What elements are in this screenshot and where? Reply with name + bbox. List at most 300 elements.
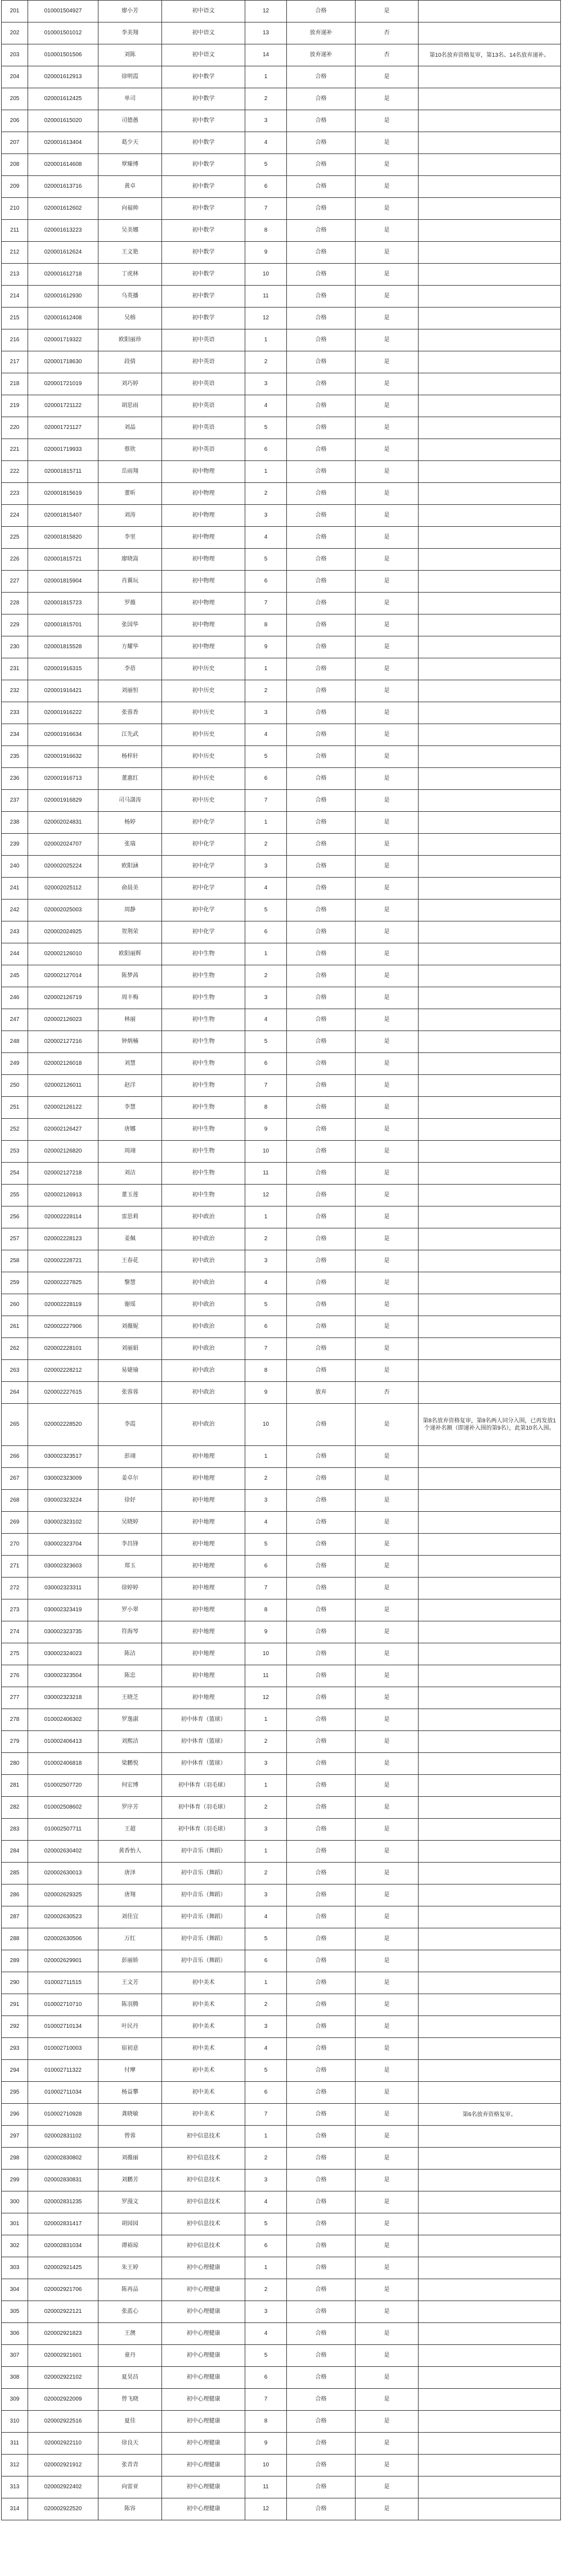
remark-cell <box>419 2191 561 2213</box>
exam-id-cell: 030002323603 <box>28 1556 98 1578</box>
review-result-cell: 合格 <box>287 373 356 395</box>
row-number-cell: 250 <box>2 1075 28 1097</box>
review-result-cell: 合格 <box>287 395 356 417</box>
review-result-cell: 合格 <box>287 2126 356 2148</box>
remark-cell <box>419 943 561 965</box>
position-name-cell: 初中物理 <box>162 461 245 483</box>
row-number-cell: 268 <box>2 1490 28 1512</box>
remark-cell <box>419 1316 561 1338</box>
row-number-cell: 299 <box>2 2170 28 2191</box>
position-name-cell: 初中心理健康 <box>162 2279 245 2301</box>
table-row <box>2 1950 561 1972</box>
entered-flag-cell: 是 <box>356 593 419 614</box>
row-number-cell: 202 <box>2 22 28 44</box>
entered-flag-cell: 是 <box>356 1468 419 1490</box>
rank-cell: 11 <box>245 1665 287 1687</box>
exam-id-cell: 030002323311 <box>28 1578 98 1599</box>
position-name-cell: 初中信息技术 <box>162 2191 245 2213</box>
candidate-name-cell: 徐妤 <box>98 1490 162 1512</box>
table-row <box>2 2082 561 2104</box>
remark-cell <box>419 373 561 395</box>
row-number-cell: 237 <box>2 790 28 812</box>
remark-cell <box>419 2389 561 2411</box>
table-row <box>2 351 561 373</box>
rank-cell: 4 <box>245 1272 287 1294</box>
rank-cell: 1 <box>245 1841 287 1863</box>
row-number-cell: 312 <box>2 2455 28 2476</box>
entered-flag-cell: 是 <box>356 1228 419 1250</box>
review-result-cell: 合格 <box>287 1819 356 1841</box>
candidate-name-cell: 丁虎林 <box>98 264 162 286</box>
position-name-cell: 初中生物 <box>162 987 245 1009</box>
entered-flag-cell: 是 <box>356 658 419 680</box>
table-row <box>2 527 561 549</box>
exam-id-cell: 020001815711 <box>28 461 98 483</box>
review-result-cell: 合格 <box>287 2170 356 2191</box>
exam-id-cell: 020002922110 <box>28 2433 98 2455</box>
position-name-cell: 初中心理健康 <box>162 2257 245 2279</box>
remark-cell <box>419 790 561 812</box>
candidate-name-cell: 廖晓嵩 <box>98 549 162 571</box>
table-row <box>2 2213 561 2235</box>
table-row <box>2 2323 561 2345</box>
remark-cell <box>419 2126 561 2148</box>
review-result-cell: 合格 <box>287 1731 356 1753</box>
position-name-cell: 初中化学 <box>162 900 245 921</box>
row-number-cell: 309 <box>2 2389 28 2411</box>
candidate-name-cell: 吴美娜 <box>98 220 162 242</box>
rank-cell: 1 <box>245 66 287 88</box>
entered-flag-cell: 是 <box>356 1119 419 1141</box>
entered-flag-cell: 是 <box>356 812 419 834</box>
review-result-cell: 合格 <box>287 1075 356 1097</box>
candidate-name-cell: 夏昊昌 <box>98 2367 162 2389</box>
exam-id-cell: 020002921425 <box>28 2257 98 2279</box>
rank-cell: 3 <box>245 987 287 1009</box>
exam-id-cell: 030002323218 <box>28 1687 98 1709</box>
review-result-cell: 合格 <box>287 1009 356 1031</box>
row-number-cell: 248 <box>2 1031 28 1053</box>
row-number-cell: 211 <box>2 220 28 242</box>
rank-cell: 6 <box>245 1053 287 1075</box>
table-row <box>2 965 561 987</box>
exam-id-cell: 020001815820 <box>28 527 98 549</box>
review-result-cell: 合格 <box>287 2345 356 2367</box>
review-result-cell: 合格 <box>287 987 356 1009</box>
table-row <box>2 1512 561 1534</box>
candidate-name-cell: 周静 <box>98 900 162 921</box>
position-name-cell: 初中音乐（舞蹈） <box>162 1906 245 1928</box>
candidate-name-cell: 刘熙洁 <box>98 1731 162 1753</box>
entered-flag-cell: 是 <box>356 2016 419 2038</box>
candidate-name-cell: 郑玉 <box>98 1556 162 1578</box>
review-result-cell: 合格 <box>287 2016 356 2038</box>
row-number-cell: 230 <box>2 636 28 658</box>
table-row <box>2 2170 561 2191</box>
candidate-name-cell: 张青青 <box>98 2455 162 2476</box>
exam-id-cell: 020001615020 <box>28 110 98 132</box>
row-number-cell: 280 <box>2 1753 28 1775</box>
remark-cell <box>419 2301 561 2323</box>
entered-flag-cell: 是 <box>356 2235 419 2257</box>
candidate-name-cell: 刘涛 <box>98 505 162 527</box>
row-number-cell: 273 <box>2 1599 28 1621</box>
remark-cell <box>419 1031 561 1053</box>
table-row <box>2 1294 561 1316</box>
table-row <box>2 1446 561 1468</box>
candidate-name-cell: 陈再品 <box>98 2279 162 2301</box>
rank-cell: 2 <box>245 2148 287 2170</box>
exam-id-cell: 020002227615 <box>28 1382 98 1404</box>
rank-cell: 8 <box>245 614 287 636</box>
candidate-name-cell: 罗漫文 <box>98 2191 162 2213</box>
row-number-cell: 282 <box>2 1797 28 1819</box>
entered-flag-cell: 否 <box>356 22 419 44</box>
position-name-cell: 初中政治 <box>162 1360 245 1382</box>
exam-id-cell: 020002228520 <box>28 1404 98 1446</box>
rank-cell: 2 <box>245 965 287 987</box>
rank-cell: 5 <box>245 746 287 768</box>
table-row <box>2 2060 561 2082</box>
review-result-cell: 合格 <box>287 2191 356 2213</box>
remark-cell <box>419 1360 561 1382</box>
review-result-cell: 合格 <box>287 1446 356 1468</box>
review-result-cell: 合格 <box>287 1994 356 2016</box>
candidate-name-cell: 陈容 <box>98 2498 162 2520</box>
candidate-name-cell: 杨梓轩 <box>98 746 162 768</box>
candidate-name-cell: 单司 <box>98 88 162 110</box>
candidate-name-cell: 王文艳 <box>98 242 162 264</box>
position-name-cell: 初中生物 <box>162 1163 245 1185</box>
position-name-cell: 初中英语 <box>162 329 245 351</box>
row-number-cell: 288 <box>2 1928 28 1950</box>
position-name-cell: 初中化学 <box>162 856 245 878</box>
remark-cell <box>419 351 561 373</box>
review-result-cell: 合格 <box>287 2148 356 2170</box>
entered-flag-cell: 是 <box>356 1884 419 1906</box>
remark-cell <box>419 1863 561 1884</box>
position-name-cell: 初中数学 <box>162 286 245 308</box>
review-result-cell: 合格 <box>287 921 356 943</box>
entered-flag-cell: 是 <box>356 2389 419 2411</box>
exam-id-cell: 020002922102 <box>28 2367 98 2389</box>
row-number-cell: 223 <box>2 483 28 505</box>
exam-id-cell: 020002126010 <box>28 943 98 965</box>
exam-id-cell: 020002127218 <box>28 1163 98 1185</box>
position-name-cell: 初中美术 <box>162 2060 245 2082</box>
table-row <box>2 1097 561 1119</box>
review-result-cell: 合格 <box>287 1338 356 1360</box>
row-number-cell: 203 <box>2 44 28 66</box>
remark-cell <box>419 2498 561 2520</box>
entered-flag-cell: 是 <box>356 264 419 286</box>
review-result-cell: 合格 <box>287 1404 356 1446</box>
remark-cell <box>419 680 561 702</box>
review-result-cell: 合格 <box>287 2038 356 2060</box>
table-row <box>2 2235 561 2257</box>
row-number-cell: 281 <box>2 1775 28 1797</box>
entered-flag-cell: 是 <box>356 768 419 790</box>
review-result-cell: 合格 <box>287 88 356 110</box>
position-name-cell: 初中语文 <box>162 1 245 22</box>
entered-flag-cell: 是 <box>356 2279 419 2301</box>
review-result-cell: 合格 <box>287 2367 356 2389</box>
exam-id-cell: 030002323102 <box>28 1512 98 1534</box>
row-number-cell: 301 <box>2 2213 28 2235</box>
exam-id-cell: 020002228114 <box>28 1206 98 1228</box>
rank-cell: 1 <box>245 1775 287 1797</box>
remark-cell <box>419 1819 561 1841</box>
entered-flag-cell: 是 <box>356 1928 419 1950</box>
exam-id-cell: 010002710710 <box>28 1994 98 2016</box>
table-row <box>2 2345 561 2367</box>
position-name-cell: 初中体育（篮球） <box>162 1709 245 1731</box>
entered-flag-cell: 是 <box>356 132 419 154</box>
position-name-cell: 初中生物 <box>162 1141 245 1163</box>
entered-flag-cell: 是 <box>356 220 419 242</box>
candidate-name-cell: 宿初意 <box>98 2038 162 2060</box>
entered-flag-cell: 是 <box>356 680 419 702</box>
review-result-cell: 合格 <box>287 2389 356 2411</box>
remark-cell <box>419 1119 561 1141</box>
entered-flag-cell: 是 <box>356 2411 419 2433</box>
entered-flag-cell: 是 <box>356 1621 419 1643</box>
review-result-cell: 合格 <box>287 1906 356 1928</box>
table-row <box>2 66 561 88</box>
rank-cell: 3 <box>245 1490 287 1512</box>
rank-cell: 1 <box>245 2126 287 2148</box>
position-name-cell: 初中政治 <box>162 1404 245 1446</box>
position-name-cell: 初中地理 <box>162 1687 245 1709</box>
row-number-cell: 294 <box>2 2060 28 2082</box>
position-name-cell: 初中地理 <box>162 1490 245 1512</box>
candidate-name-cell: 刘陈 <box>98 44 162 66</box>
entered-flag-cell: 是 <box>356 1360 419 1382</box>
table-row <box>2 1753 561 1775</box>
rank-cell: 5 <box>245 154 287 176</box>
remark-cell <box>419 2257 561 2279</box>
table-row <box>2 2257 561 2279</box>
rank-cell: 2 <box>245 1994 287 2016</box>
exam-id-cell: 020001612602 <box>28 198 98 220</box>
row-number-cell: 224 <box>2 505 28 527</box>
review-result-cell: 合格 <box>287 856 356 878</box>
candidate-name-cell: 罗薇 <box>98 593 162 614</box>
exam-id-cell: 010002406818 <box>28 1753 98 1775</box>
review-result-cell: 合格 <box>287 1753 356 1775</box>
row-number-cell: 254 <box>2 1163 28 1185</box>
review-result-cell: 合格 <box>287 1665 356 1687</box>
position-name-cell: 初中心理健康 <box>162 2323 245 2345</box>
candidate-name-cell: 王澳 <box>98 2323 162 2345</box>
rank-cell: 2 <box>245 88 287 110</box>
entered-flag-cell: 是 <box>356 439 419 461</box>
review-result-cell: 合格 <box>287 220 356 242</box>
review-result-cell: 合格 <box>287 965 356 987</box>
entered-flag-cell: 是 <box>356 308 419 329</box>
exam-id-cell: 020002126719 <box>28 987 98 1009</box>
candidate-name-cell: 李慧 <box>98 1097 162 1119</box>
candidate-name-cell: 夏佳 <box>98 2411 162 2433</box>
row-number-cell: 266 <box>2 1446 28 1468</box>
entered-flag-cell: 是 <box>356 1294 419 1316</box>
table-row <box>2 22 561 44</box>
remark-cell <box>419 1250 561 1272</box>
table-row <box>2 1053 561 1075</box>
rank-cell: 2 <box>245 483 287 505</box>
rank-cell: 4 <box>245 395 287 417</box>
table-row <box>2 1687 561 1709</box>
candidate-name-cell: 刘丽恒 <box>98 680 162 702</box>
position-name-cell: 初中数学 <box>162 242 245 264</box>
review-result-cell: 合格 <box>287 329 356 351</box>
entered-flag-cell: 是 <box>356 1906 419 1928</box>
entered-flag-cell: 是 <box>356 1797 419 1819</box>
review-result-cell: 合格 <box>287 66 356 88</box>
rank-cell: 5 <box>245 2345 287 2367</box>
entered-flag-cell: 是 <box>356 66 419 88</box>
entered-flag-cell: 是 <box>356 1075 419 1097</box>
entered-flag-cell: 是 <box>356 2148 419 2170</box>
review-result-cell: 合格 <box>287 2235 356 2257</box>
exam-id-cell: 020002228119 <box>28 1294 98 1316</box>
remark-cell <box>419 614 561 636</box>
review-result-cell: 合格 <box>287 768 356 790</box>
remark-cell <box>419 878 561 900</box>
remark-cell <box>419 1206 561 1228</box>
exam-id-cell: 020002629325 <box>28 1884 98 1906</box>
exam-id-cell: 020002228721 <box>28 1250 98 1272</box>
position-name-cell: 初中英语 <box>162 351 245 373</box>
position-name-cell: 初中英语 <box>162 439 245 461</box>
entered-flag-cell: 是 <box>356 2038 419 2060</box>
review-result-cell: 合格 <box>287 1031 356 1053</box>
remark-cell <box>419 1841 561 1863</box>
candidate-name-cell: 俞晨美 <box>98 878 162 900</box>
position-name-cell: 初中美术 <box>162 2082 245 2104</box>
exam-id-cell: 020002630013 <box>28 1863 98 1884</box>
entered-flag-cell: 是 <box>356 1950 419 1972</box>
rank-cell: 3 <box>245 373 287 395</box>
exam-id-cell: 020002126023 <box>28 1009 98 1031</box>
table-row <box>2 2498 561 2520</box>
position-name-cell: 初中物理 <box>162 483 245 505</box>
row-number-cell: 256 <box>2 1206 28 1228</box>
candidate-name-cell: 段倩 <box>98 351 162 373</box>
table-row <box>2 439 561 461</box>
exam-id-cell: 020001916829 <box>28 790 98 812</box>
candidate-name-cell: 周翊 <box>98 1141 162 1163</box>
position-name-cell: 初中数学 <box>162 88 245 110</box>
position-name-cell: 初中数学 <box>162 308 245 329</box>
position-name-cell: 初中信息技术 <box>162 2126 245 2148</box>
exam-id-cell: 030002323735 <box>28 1621 98 1643</box>
table-row <box>2 132 561 154</box>
rank-cell: 4 <box>245 1512 287 1534</box>
row-number-cell: 267 <box>2 1468 28 1490</box>
rank-cell: 11 <box>245 286 287 308</box>
entered-flag-cell: 是 <box>356 176 419 198</box>
candidate-name-cell: 黄卓 <box>98 176 162 198</box>
rank-cell: 5 <box>245 2060 287 2082</box>
remark-cell: 第8名放弃资格复审，第8名两人同分入围，已再发放1个递补名额（即递补入围的第9名），此第10名入围。 <box>419 1404 561 1446</box>
row-number-cell: 302 <box>2 2235 28 2257</box>
entered-flag-cell: 是 <box>356 965 419 987</box>
row-number-cell: 263 <box>2 1360 28 1382</box>
remark-cell <box>419 1468 561 1490</box>
row-number-cell: 296 <box>2 2104 28 2126</box>
position-name-cell: 初中历史 <box>162 724 245 746</box>
entered-flag-cell: 是 <box>356 724 419 746</box>
review-result-cell: 合格 <box>287 439 356 461</box>
position-name-cell: 初中化学 <box>162 834 245 856</box>
remark-cell <box>419 1 561 22</box>
table-row <box>2 636 561 658</box>
entered-flag-cell: 是 <box>356 856 419 878</box>
remark-cell <box>419 176 561 198</box>
entered-flag-cell: 是 <box>356 2367 419 2389</box>
exam-id-cell: 020002126122 <box>28 1097 98 1119</box>
remark-cell <box>419 1753 561 1775</box>
candidate-name-cell: 朱王婷 <box>98 2257 162 2279</box>
rank-cell: 4 <box>245 878 287 900</box>
rank-cell: 5 <box>245 2213 287 2235</box>
review-result-cell: 合格 <box>287 483 356 505</box>
candidate-name-cell: 彭翊 <box>98 1446 162 1468</box>
remark-cell <box>419 1950 561 1972</box>
exam-id-cell: 020002831235 <box>28 2191 98 2213</box>
row-number-cell: 226 <box>2 549 28 571</box>
rank-cell: 3 <box>245 1250 287 1272</box>
exam-id-cell: 010002508602 <box>28 1797 98 1819</box>
row-number-cell: 274 <box>2 1621 28 1643</box>
table-row <box>2 790 561 812</box>
rank-cell: 7 <box>245 198 287 220</box>
exam-id-cell: 030002323517 <box>28 1446 98 1468</box>
review-result-cell: 合格 <box>287 2455 356 2476</box>
remark-cell <box>419 1053 561 1075</box>
entered-flag-cell: 是 <box>356 549 419 571</box>
remark-cell <box>419 834 561 856</box>
exam-id-cell: 020001815904 <box>28 571 98 593</box>
entered-flag-cell: 是 <box>356 1250 419 1272</box>
exam-id-cell: 020001916713 <box>28 768 98 790</box>
rank-cell: 6 <box>245 176 287 198</box>
entered-flag-cell: 是 <box>356 1053 419 1075</box>
table-row <box>2 1972 561 1994</box>
review-result-cell: 合格 <box>287 1534 356 1556</box>
review-result-cell: 合格 <box>287 1185 356 1206</box>
review-result-cell: 合格 <box>287 110 356 132</box>
remark-cell <box>419 2082 561 2104</box>
position-name-cell: 初中音乐（舞蹈） <box>162 1950 245 1972</box>
entered-flag-cell: 是 <box>356 1643 419 1665</box>
candidate-name-cell: 董昕 <box>98 483 162 505</box>
table-row <box>2 614 561 636</box>
position-name-cell: 初中体育（羽毛球） <box>162 1819 245 1841</box>
table-row <box>2 1163 561 1185</box>
table-row <box>2 1884 561 1906</box>
row-number-cell: 279 <box>2 1731 28 1753</box>
position-name-cell: 初中心理健康 <box>162 2498 245 2520</box>
review-result-cell: 合格 <box>287 790 356 812</box>
rank-cell: 6 <box>245 1556 287 1578</box>
position-name-cell: 初中心理健康 <box>162 2455 245 2476</box>
entered-flag-cell: 是 <box>356 110 419 132</box>
table-row <box>2 549 561 571</box>
position-name-cell: 初中地理 <box>162 1446 245 1468</box>
position-name-cell: 初中数学 <box>162 220 245 242</box>
